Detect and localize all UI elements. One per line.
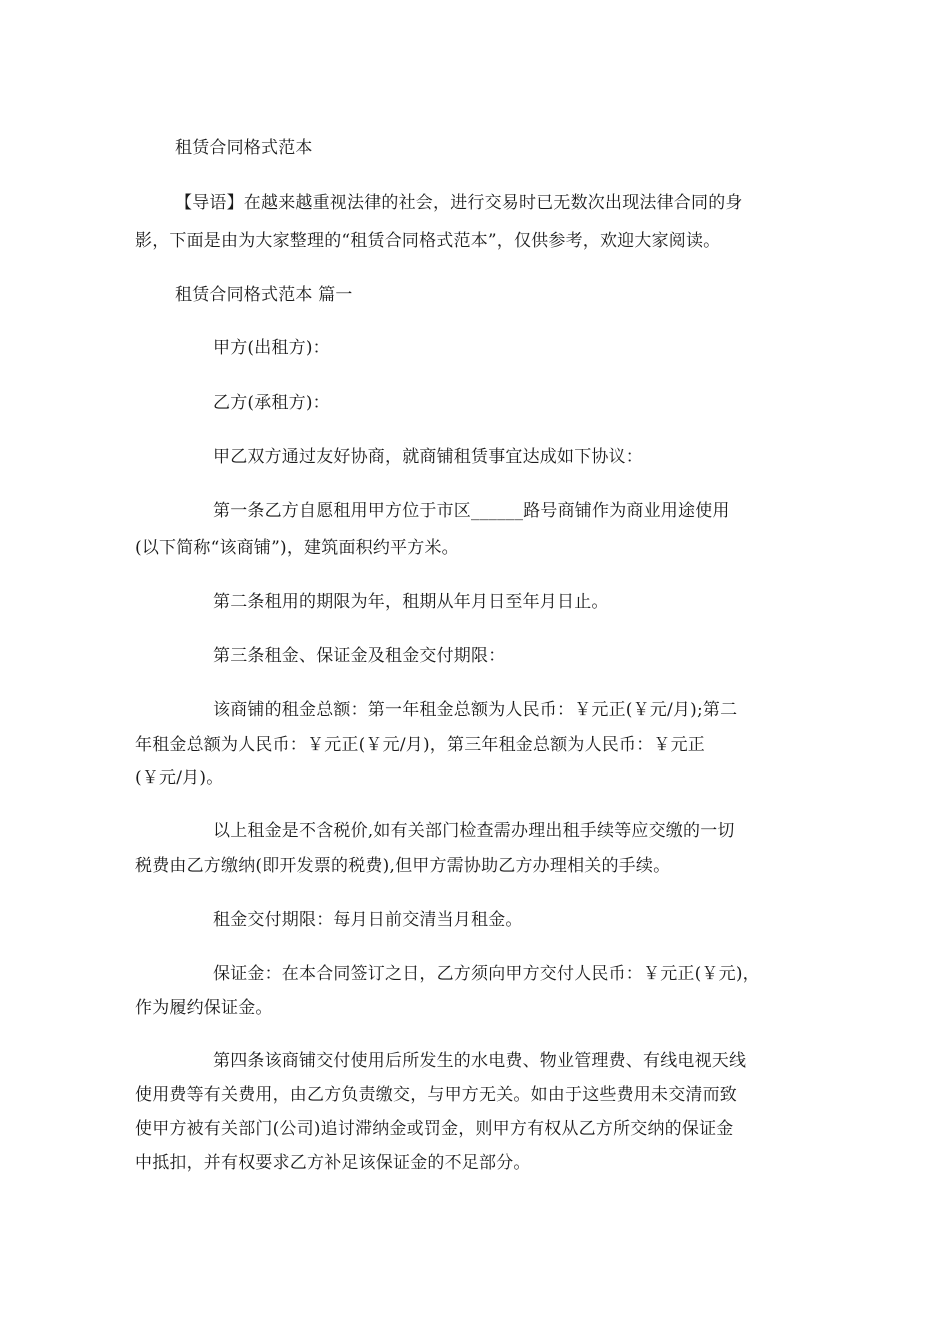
intro-line-2: 影，下面是由为大家整理的“租赁合同格式范本”，仅供参考，欢迎大家阅读。 — [135, 231, 721, 251]
rent-line-3: (￥元/月)。 — [135, 768, 224, 788]
article4-line-2: 使用费等有关费用，由乙方负责缴交，与甲方无关。如由于这些费用未交清而致 — [135, 1085, 737, 1105]
article3-heading: 第三条租金、保证金及租金交付期限： — [213, 646, 506, 666]
party-b-label: 乙方(承租方)： — [213, 393, 330, 413]
article2-paragraph: 第二条租用的期限为年，租期从年月日至年月日止。 — [213, 592, 609, 612]
deposit-line-2: 作为履约保证金。 — [135, 998, 273, 1018]
agreement-paragraph: 甲乙双方通过友好协商，就商铺租赁事宜达成如下协议： — [213, 447, 643, 467]
tax-line-2: 税费由乙方缴纳(即开发票的税费),但甲方需协助乙方办理相关的手续。 — [135, 856, 671, 876]
document-title: 租赁合同格式范本 — [175, 138, 313, 158]
article1-line-1: 第一条乙方自愿租用甲方位于市区______路号商铺作为商业用途使用 — [213, 501, 730, 521]
article1-line-2: (以下简称“该商铺”)，建筑面积约平方米。 — [135, 538, 459, 558]
rent-line-1: 该商铺的租金总额：第一年租金总额为人民币：￥元正(￥元/月);第二 — [213, 700, 738, 720]
article4-line-1: 第四条该商铺交付使用后所发生的水电费、物业管理费、有线电视天线 — [213, 1051, 747, 1071]
tax-line-1: 以上租金是不含税价,如有关部门检查需办理出租手续等应交缴的一切 — [213, 821, 735, 841]
article4-line-4: 中抵扣，并有权要求乙方补足该保证金的不足部分。 — [135, 1153, 531, 1173]
deposit-line-1: 保证金：在本合同签订之日，乙方须向甲方交付人民币：￥元正(￥元)， — [213, 964, 760, 984]
article4-line-3: 使甲方被有关部门(公司)追讨滞纳金或罚金，则甲方有权从乙方所交纳的保证金 — [135, 1119, 734, 1139]
party-a-label: 甲方(出租方)： — [213, 338, 330, 358]
section-title: 租赁合同格式范本 篇一 — [175, 285, 353, 305]
rent-line-2: 年租金总额为人民币：￥元正(￥元/月)，第三年租金总额为人民币：￥元正 — [135, 735, 705, 755]
payment-term-paragraph: 租金交付期限：每月日前交清当月租金。 — [213, 910, 523, 930]
intro-line-1: 【导语】在越来越重视法律的社会，进行交易时已无数次出现法律合同的身 — [175, 193, 743, 213]
